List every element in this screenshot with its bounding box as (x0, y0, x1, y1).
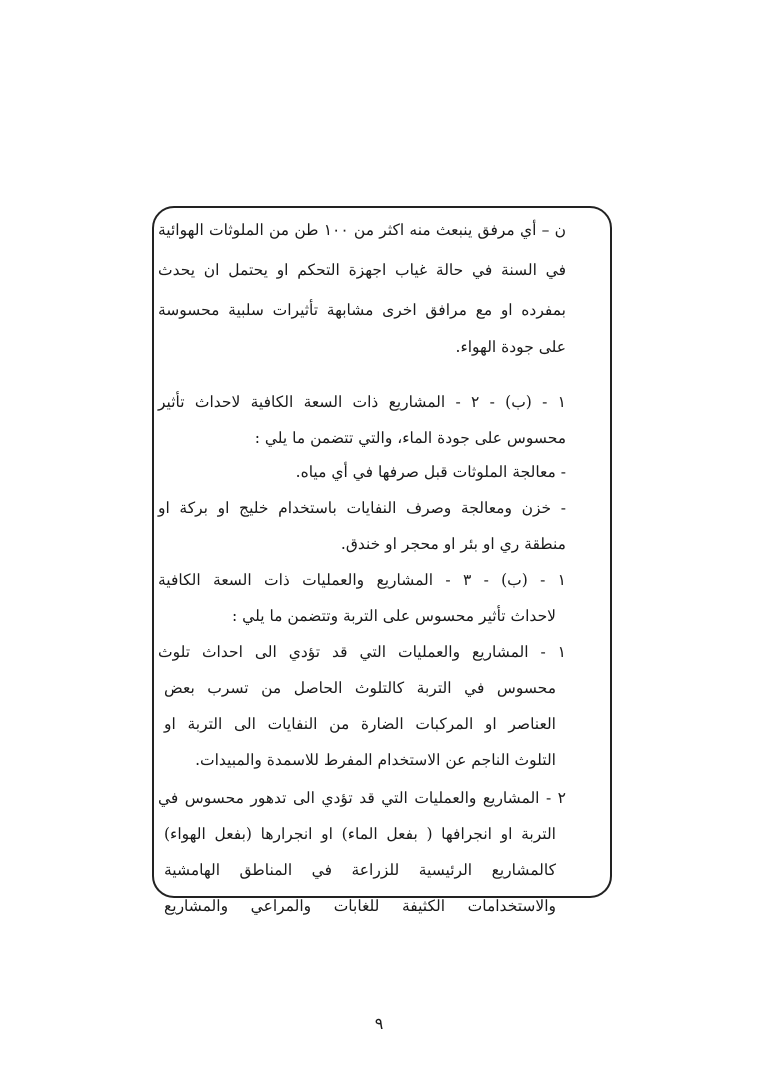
text-line-10: ١ - (ب) - ٣ - المشاريع والعمليات ذات السعة الكافية (158, 571, 566, 589)
text-line-13: محسوس في التربة كالتلوث الحاصل من تسرب بعض (164, 679, 556, 697)
text-line-19: والاستخدامات الكثيفة للغابات والمراعي والمشاريع (164, 897, 556, 915)
text-line-9: منطقة ري او بئر او محجر او خندق. (340, 535, 566, 553)
text-line-11: لاحداث تأثير محسوس على التربة وتتضمن ما يلي : (232, 607, 556, 625)
text-line-12: ١ - المشاريع والعمليات التي قد تؤدي الى احداث تلوث (158, 643, 566, 661)
text-line-5: ١ - (ب) - ٢ - المشاريع ذات السعة الكافية لاحداث تأثير (158, 393, 566, 411)
text-line-16: ٢ - المشاريع والعمليات التي قد تؤدي الى تدهور محسوس في (158, 789, 566, 807)
text-line-8: - خزن ومعالجة وصرف النفايات باستخدام خليج او بركة او (158, 499, 566, 517)
text-line-17: التربة او انجرافها ( بفعل الماء) او انجرارها (بفعل الهواء) (164, 825, 556, 843)
text-line-3: بمفرده او مع مرافق اخرى مشابهة تأثيرات سلبية محسوسة (158, 301, 566, 319)
text-line-6: محسوس على جودة الماء، والتي تتضمن ما يلي : (254, 429, 566, 447)
text-line-7: - معالجة الملوثات قبل صرفها في أي مياه. (295, 463, 566, 481)
text-line-2: في السنة في حالة غياب اجهزة التحكم او يحتمل ان يحدث (158, 261, 566, 279)
text-line-1: ن – أي مرفق ينبعث منه اكثر من ١٠٠ طن من الملوثات الهوائية (158, 221, 566, 239)
text-line-4: على جودة الهواء. (455, 338, 566, 356)
text-line-14: العناصر او المركبات الضارة من النفايات الى التربة او (164, 715, 556, 733)
text-line-15: التلوث الناجم عن الاستخدام المفرط للاسمدة والمبيدات. (195, 751, 556, 769)
text-line-18: كالمشاريع الرئيسية للزراعة في المناطق الهامشية (164, 861, 556, 879)
page-number: ٩ (374, 1014, 384, 1033)
